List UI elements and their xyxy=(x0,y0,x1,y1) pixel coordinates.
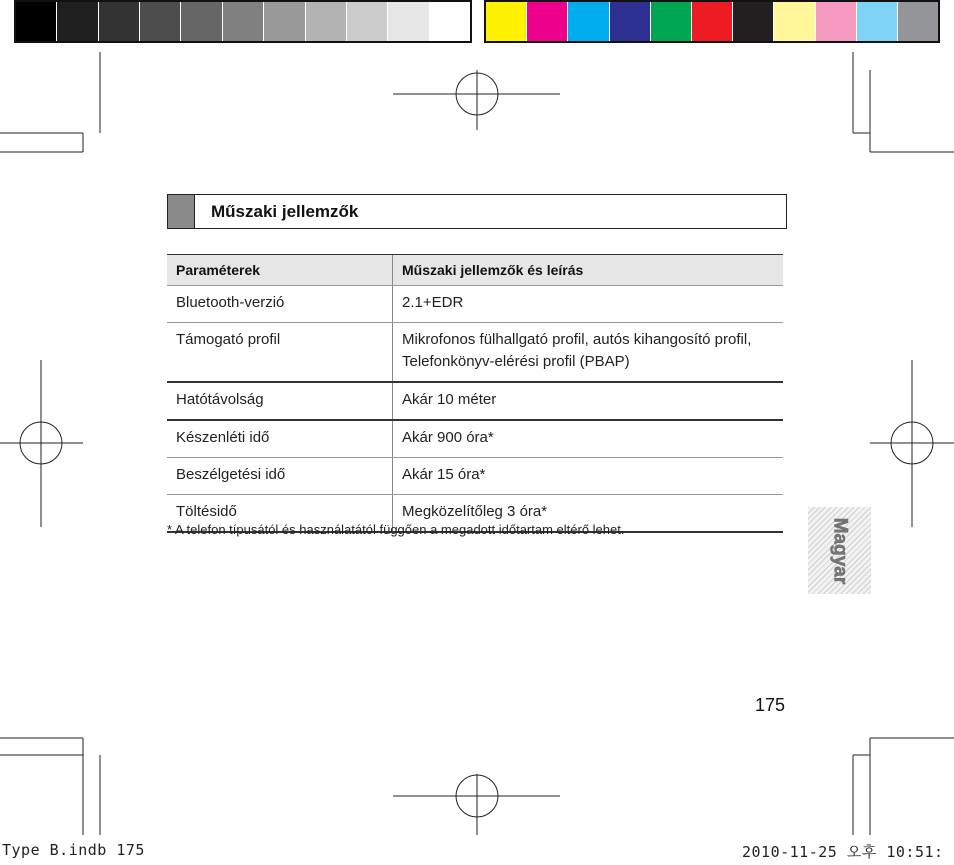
footnote: * A telefon típusától és használatától függően a megadott időtartam eltérő lehet. xyxy=(167,522,625,537)
specifications-table xyxy=(167,254,783,533)
value-cell: Akár 15 óra* xyxy=(393,458,784,495)
table-row xyxy=(167,382,783,420)
section-header xyxy=(167,194,787,229)
section-header-block xyxy=(168,195,195,228)
column-header-specifications: Műszaki jellemzők és leírás xyxy=(393,255,784,286)
parameter-cell: Készenléti idő xyxy=(167,420,393,458)
parameter-cell: Töltésidő xyxy=(167,495,393,533)
table-row xyxy=(167,286,783,323)
table-row xyxy=(167,323,783,383)
parameter-cell: Hatótávolság xyxy=(167,382,393,420)
parameter-cell: Támogató profil xyxy=(167,323,393,383)
value-cell: Akár 900 óra* xyxy=(393,420,784,458)
table-row xyxy=(167,420,783,458)
value-cell: Mikrofonos fülhallgató profil, autós kihangosító profil, Telefonkönyv-elérési profil (PBAP) xyxy=(393,323,784,383)
value-cell: Akár 10 méter xyxy=(393,382,784,420)
section-title: Műszaki jellemzők xyxy=(211,201,359,221)
slug-timestamp: 2010-11-25 오후 10:51: xyxy=(742,843,944,861)
language-side-tab xyxy=(808,507,871,594)
table-row xyxy=(167,458,783,495)
parameter-cell: Bluetooth-verzió xyxy=(167,286,393,323)
page-number: 175 xyxy=(755,695,786,715)
value-cell: 2.1+EDR xyxy=(393,286,784,323)
value-cell: Megközelítőleg 3 óra* xyxy=(393,495,784,533)
column-header-parameters: Paraméterek xyxy=(167,255,393,286)
parameter-cell: Beszélgetési idő xyxy=(167,458,393,495)
slug-file-info: Type B.indb 175 xyxy=(2,841,145,859)
language-tab-label: Magyar xyxy=(829,517,851,584)
table-header-row xyxy=(167,255,783,286)
